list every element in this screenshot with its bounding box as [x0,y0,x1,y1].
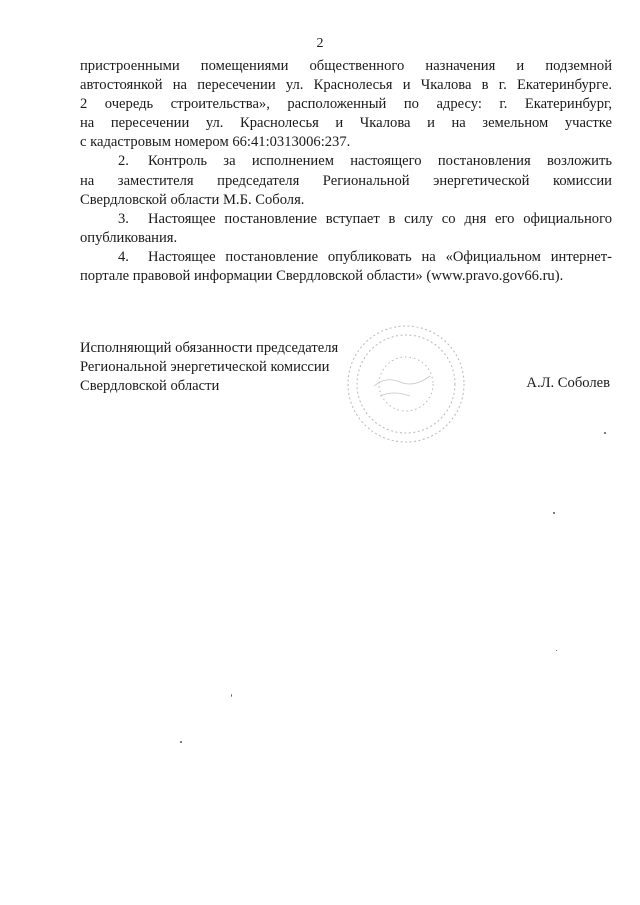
list-item-4 [80,248,612,286]
item-text: Настоящее постановление вступает в силу со дня его официального [148,210,612,227]
item-text: Контроль за исполнением настоящего постановления возложить [148,153,612,170]
text-line: 2 очередь строительства», расположенный по адресу: г. Екатеринбург, [80,96,612,113]
official-stamp [344,322,468,446]
signatory-position [80,339,338,397]
text-line: на заместителя председателя Региональной энергетической комиссии [80,172,612,189]
position-line: Региональной энергетической комиссии [80,359,330,376]
text-line: пристроенными помещениями общественного назначения и подземной [80,58,612,74]
document-body [80,57,612,286]
text-line [80,248,612,267]
item-number: 2. [118,153,129,170]
text-line [80,152,612,171]
position-line: Свердловской области [80,378,220,395]
scan-speck [556,650,557,651]
signatory-name: А.Л. Соболев [526,375,610,391]
text-line: с кадастровым номером 66:41:0313006:237. [80,134,351,151]
text-line: опубликования. [80,229,178,246]
position-line: Исполняющий обязанности председателя [80,340,339,356]
page-number: 2 [316,36,324,51]
text-line: портале правовой информации Свердловской области» (www.pravo.gov66.ru). [80,268,564,285]
item-text: Настоящее постановление опубликовать на «Официальном интернет- [148,248,612,265]
paragraph-1-continuation [80,57,612,152]
text-line: Свердловской области М.Б. Соболя. [80,191,305,208]
scan-speck [553,512,555,514]
scan-speck [231,694,232,697]
text-line: автостоянкой на пересечении ул. Краснолесья и Чкалова в г. Екатеринбурге. [80,77,612,94]
item-number: 3. [118,210,129,227]
list-item-2 [80,152,612,209]
list-item-3 [80,210,612,248]
item-number: 4. [118,248,129,265]
scan-speck [180,741,182,743]
scan-speck [604,432,606,434]
text-line: на пересечении ул. Краснолесья и Чкалова и на земельном участке [80,115,612,132]
text-line [80,210,612,229]
